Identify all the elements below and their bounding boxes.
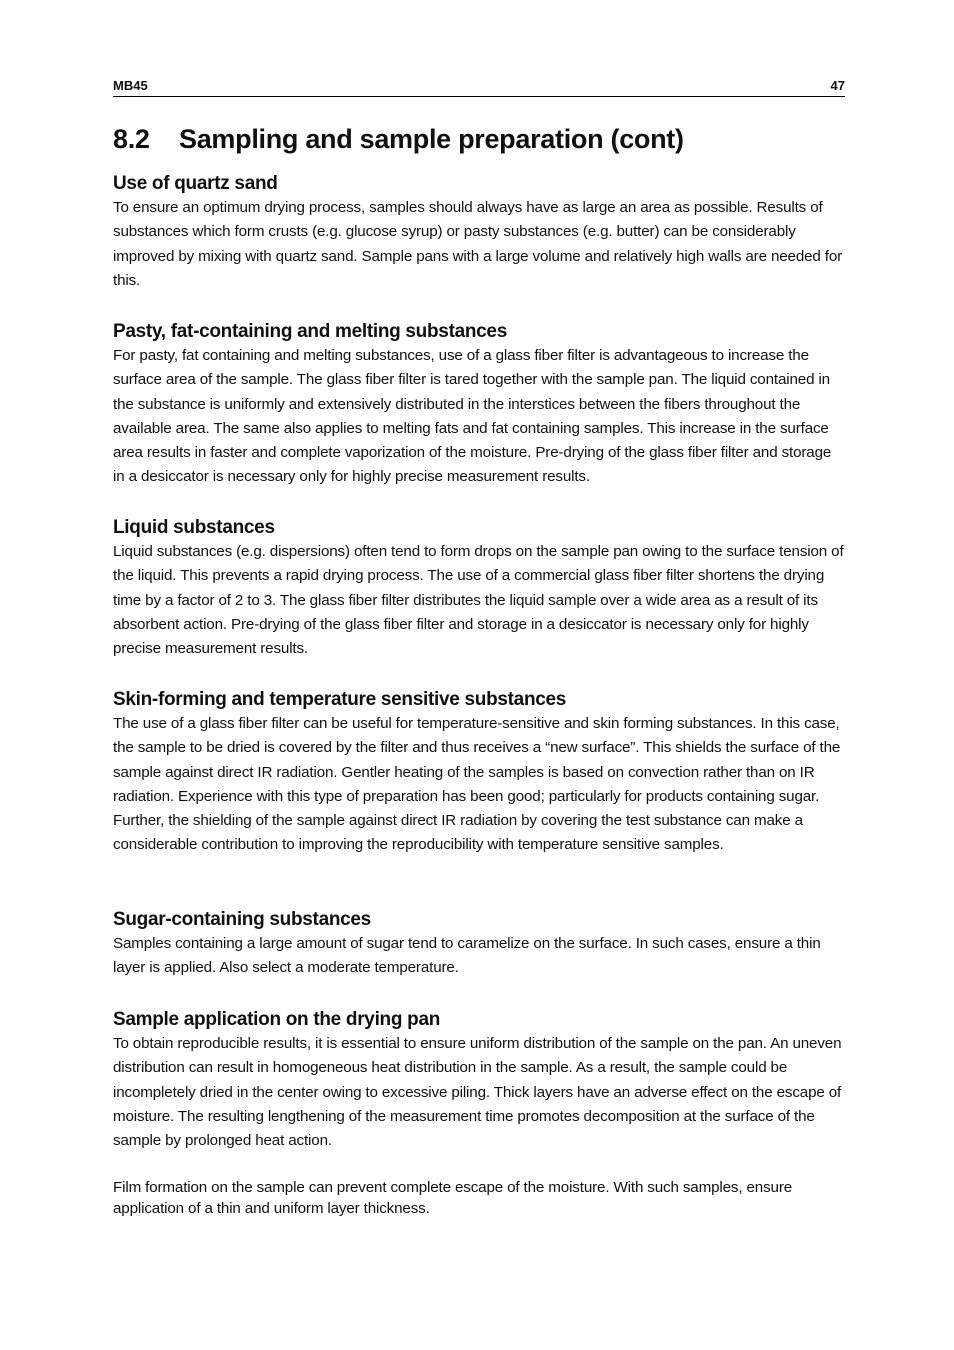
section-skin-forming xyxy=(113,688,845,858)
section-heading: Pasty, fat-containing and melting substances xyxy=(113,321,507,342)
page-header xyxy=(113,77,845,97)
section-title: Sampling and sample preparation (cont) xyxy=(179,124,684,154)
section-heading: Use of quartz sand xyxy=(113,173,278,194)
page-number: 47 xyxy=(830,78,845,93)
section-heading: Skin-forming and temperature sensitive substances xyxy=(113,689,567,710)
section-body: To obtain reproducible results, it is essential to ensure uniform distribution of the sample on the pan. An uneven distribution can result in homogeneous heat distribution in the sample. As a result, the sample could be incompletely dried in the center owing to excessive piling. Thick layers have an adverse effect on the escape of moisture. The resulting lengthening of the measurement time promotes decomposition at the surface of the sample by prolonged heat action. xyxy=(113,1035,842,1150)
section-quartz-sand xyxy=(113,172,845,293)
page-title xyxy=(113,124,684,155)
section-heading: Sample application on the drying pan xyxy=(113,1009,441,1030)
model-name: MB45 xyxy=(113,78,148,93)
section-liquid-substances xyxy=(113,516,845,661)
section-pasty-substances xyxy=(113,320,845,490)
section-body: The use of a glass fiber filter can be useful for temperature-sensitive and skin forming substances. In this case, the sample to be dried is covered by the filter and thus receives a “new surface”. This shields the surface of the sample against direct IR radiation. Gentler heating of the samples is based on convection rather than on IR radiation. Experience with this type of preparation has been good; particularly for products containing sugar. Further, the shielding of the sample against direct IR radiation by covering the test substance can make a considerable contribution to improving the reproducibility with temperature sensitive samples. xyxy=(113,715,841,854)
section-heading: Sugar-containing substances xyxy=(113,909,371,930)
section-body: Liquid substances (e.g. dispersions) often tend to form drops on the sample pan owing to the surface tension of the liquid. This prevents a rapid drying process. The use of a commercial glass fiber filter shortens the drying time by a factor of 2 to 3. The glass fiber filter distributes the liquid sample over a wide area as a result of its absorbent action. Pre-drying of the glass fiber filter and storage in a desiccator is necessary only for highly precise measurement results. xyxy=(113,543,844,658)
section-body: Samples containing a large amount of sugar tend to caramelize on the surface. In such cases, ensure a thin layer is applied. Also select a moderate temperature. xyxy=(113,935,821,977)
closing-paragraph: Film formation on the sample can prevent complete escape of the moisture. With such samples, ensure application of a thin and uniform layer thickness. xyxy=(113,1179,793,1217)
section-heading: Liquid substances xyxy=(113,517,275,538)
section-body: To ensure an optimum drying process, samples should always have as large an area as possible. Results of substances which form crusts (e.g. glucose syrup) or pasty substances (e.g. butter) can be considerably improved by mixing with quartz sand. Sample pans with a large volume and relatively high walls are needed for this. xyxy=(113,199,843,289)
section-sugar-containing xyxy=(113,908,845,981)
section-body: For pasty, fat containing and melting substances, use of a glass fiber filter is advantageous to increase the surface area of the sample. The glass fiber filter is tared together with the sample pan. The liquid contained in the substance is uniformly and extensively distributed in the interstices between the fibers throughout the available area. The same also applies to melting fats and fat containing samples. This increase in the surface area results in faster and complete vaporization of the moisture. Pre-drying of the glass fiber filter and storage in a desiccator is necessary only for highly precise measurement results. xyxy=(113,347,832,486)
section-sample-application xyxy=(113,1008,845,1153)
section-number: 8.2 xyxy=(113,124,150,154)
